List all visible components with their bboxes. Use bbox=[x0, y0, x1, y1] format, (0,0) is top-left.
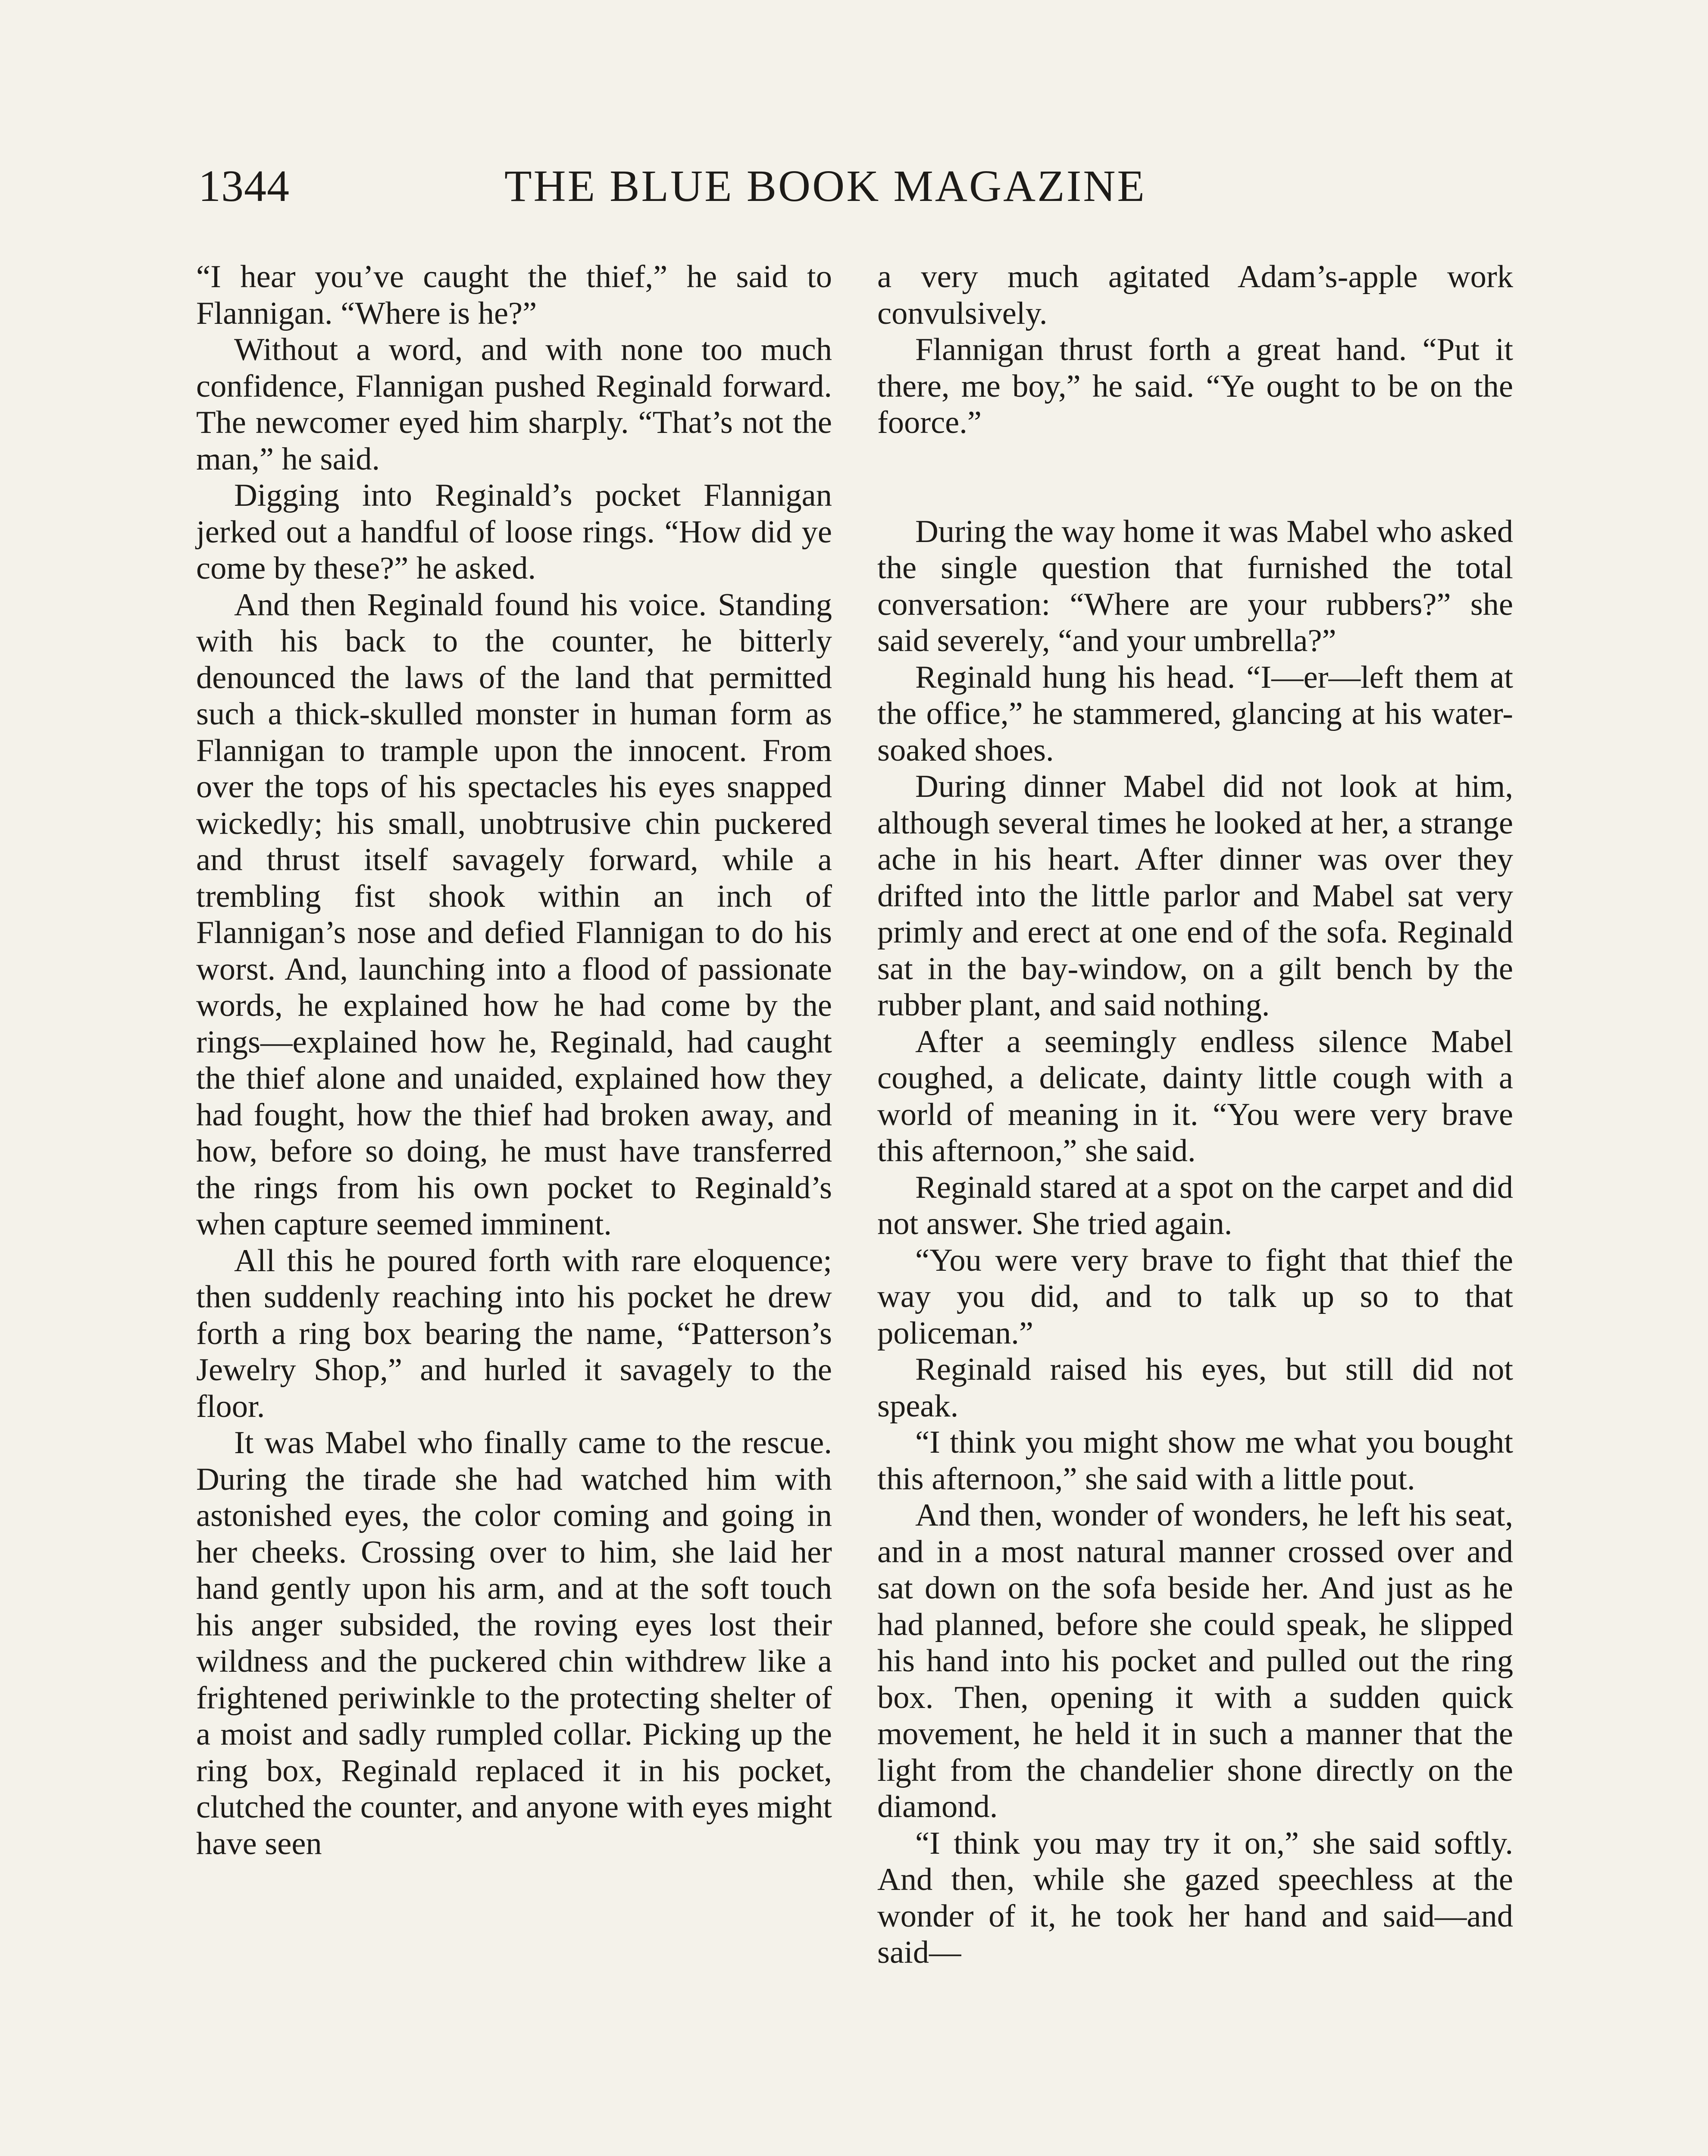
paragraph: All this he poured forth with rare eloquence; then suddenly reaching into his pocket he drew forth a ring box bearing the name, “Patterson’s Jewelry Shop,” and hurled it savagely to the floor. bbox=[196, 1243, 832, 1424]
paragraph: Digging into Reginald’s pocket Flannigan jerked out a handful of loose rings. “How did ye come by these?” he asked. bbox=[196, 478, 832, 586]
paragraph: “You were very brave to fight that thief the way you did, and to talk up so to that policeman.” bbox=[877, 1242, 1513, 1351]
paragraph: After a seemingly endless silence Mabel coughed, a delicate, dainty little cough with a world of meaning in it. “You were very brave this afternoon,” she said. bbox=[877, 1024, 1513, 1169]
paragraph: During dinner Mabel did not look at him, although several times he looked at her, a strange ache in his heart. After dinner was over they drifted into the little parlor and Mabel sat very primly and erect at one end of the sofa. Reginald sat in the bay-window, on a gilt bench by the rubber plant, and said nothing. bbox=[877, 769, 1513, 1023]
paragraph: Reginald raised his eyes, but still did not speak. bbox=[877, 1352, 1513, 1424]
paragraph: Without a word, and with none too much confidence, Flannigan pushed Reginald forward. The newcomer eyed him sharply. “That’s not the man,” he said. bbox=[196, 332, 832, 477]
paragraph: Reginald stared at a spot on the carpet and did not answer. She tried again. bbox=[877, 1169, 1513, 1241]
paragraph: During the way home it was Mabel who asked the single question that furnished the total conversation: “Where are your rubbers?” she said severely, “and your umbrella?” bbox=[877, 514, 1513, 658]
left-text-column bbox=[196, 259, 832, 1862]
paragraph: It was Mabel who finally came to the rescue. During the tirade she had watched him with astonished eyes, the color coming and going in her cheeks. Crossing over to him, she laid her hand gently upon his arm, and at the soft touch his anger subsided, the roving eyes lost their wildness and the puckered chin withdrew like a frightened periwinkle to the protecting shelter of a moist and sadly rumpled collar. Picking up the ring box, Reginald replaced it in his pocket, clutched the counter, and anyone with eyes might have seen bbox=[196, 1425, 832, 1861]
page-number: 1344 bbox=[198, 161, 290, 211]
paragraph: “I think you might show me what you bought this afternoon,” she said with a little pout. bbox=[877, 1425, 1513, 1497]
paragraph: And then, wonder of wonders, he left his seat, and in a most natural manner crossed over and sat down on the sofa beside her. And just as he had planned, before she could speak, he slipped his hand into his pocket and pulled out the ring box. Then, opening it with a sudden quick movement, he held it in such a manner that the light from the chandelier shone directly on the diamond. bbox=[877, 1498, 1513, 1824]
paragraph: Reginald hung his head. “I—er—left them at the office,” he stammered, glancing at his water-soaked shoes. bbox=[877, 659, 1513, 768]
right-text-column bbox=[877, 259, 1513, 1971]
paragraph: Flannigan thrust forth a great hand. “Put it there, me boy,” he said. “Ye ought to be on the foorce.” bbox=[877, 332, 1513, 440]
paragraph: a very much agitated Adam’s-apple work convulsively. bbox=[877, 259, 1513, 331]
paragraph: And then Reginald found his voice. Standing with his back to the counter, he bitterly denounced the laws of the land that permitted such a thick-skulled monster in human form as Flannigan to trample upon the innocent. From over the tops of his spectacles his eyes snapped wickedly; his small, unobtrusive chin puckered and thrust itself savagely forward, while a trembling fist shook within an inch of Flannigan’s nose and defied Flannigan to do his worst. And, launching into a flood of passionate words, he explained how he had come by the rings—explained how he, Reginald, had caught the thief alone and unaided, explained how they had fought, how the thief had broken away, and how, before so doing, he must have transferred the rings from his own pocket to Reginald’s when capture seemed imminent. bbox=[196, 587, 832, 1242]
running-head-title: THE BLUE BOOK MAGAZINE bbox=[504, 161, 1146, 211]
paragraph: “I hear you’ve caught the thief,” he said to Flannigan. “Where is he?” bbox=[196, 259, 832, 331]
paragraph: “I think you may try it on,” she said softly. And then, while she gazed speechless at the wonder of it, he took her hand and said—and said— bbox=[877, 1825, 1513, 1970]
